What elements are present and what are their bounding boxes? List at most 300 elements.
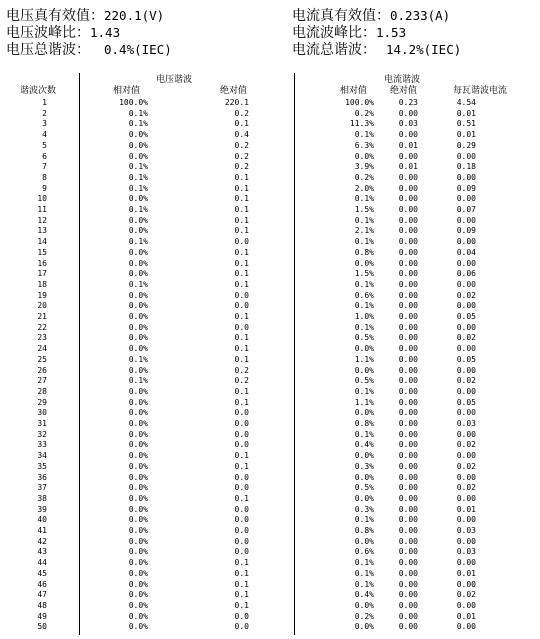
current-absolute-cell: 0.00 — [398, 130, 418, 140]
table-row — [0, 323, 540, 334]
voltage-absolute-cell: 0.0 — [234, 536, 249, 546]
voltage-relative-header: 相对值 — [113, 86, 141, 96]
harmonic-order-cell: 35 — [37, 461, 47, 471]
current-relative-cell: 0.1% — [354, 386, 374, 396]
current-absolute-cell: 0.00 — [398, 258, 418, 268]
per-watt-current-cell: 0.00 — [456, 301, 476, 311]
voltage-absolute-cell: 0.1 — [234, 194, 249, 204]
current-relative-cell: 0.1% — [354, 279, 374, 289]
current-absolute-cell: 0.00 — [398, 386, 418, 396]
voltage-relative-cell: 0.0% — [128, 526, 148, 535]
table-row — [0, 130, 540, 141]
current-relative-cell: 0.3% — [354, 504, 374, 514]
current-absolute-cell: 0.00 — [398, 237, 418, 247]
harmonic-order-cell: 19 — [37, 290, 47, 300]
harmonic-order-cell: 42 — [37, 536, 47, 546]
per-watt-current-cell: 0.00 — [456, 515, 476, 525]
voltage-relative-cell: 0.0% — [128, 130, 148, 140]
harmonic-order-cell: 1 — [42, 98, 47, 107]
per-watt-current-cell: 0.00 — [456, 258, 476, 268]
per-watt-current-cell: 0.05 — [456, 354, 476, 364]
current-relative-cell: 0.0% — [354, 365, 374, 375]
harmonic-order-cell: 39 — [37, 504, 47, 514]
current-relative-header: 相对值 — [340, 86, 368, 96]
per-watt-current-cell: 0.02 — [456, 440, 476, 450]
current-absolute-cell: 0.00 — [398, 558, 418, 568]
current-relative-cell: 0.0% — [354, 536, 374, 546]
voltage-relative-cell: 0.0% — [128, 194, 148, 204]
voltage-crest-value: 1.43 — [90, 25, 121, 40]
table-row — [0, 430, 540, 441]
current-absolute-cell: 0.00 — [398, 526, 418, 535]
harmonic-order-cell: 38 — [37, 493, 47, 503]
current-absolute-cell: 0.00 — [398, 151, 418, 161]
harmonic-order-cell: 44 — [37, 558, 47, 568]
current-absolute-cell: 0.00 — [398, 408, 418, 418]
harmonic-order-cell: 22 — [37, 322, 47, 332]
per-watt-current-cell: 0.02 — [456, 290, 476, 300]
current-relative-cell: 0.0% — [354, 493, 374, 503]
current-absolute-cell: 0.00 — [398, 568, 418, 578]
harmonic-order-cell: 24 — [37, 344, 47, 354]
voltage-absolute-cell: 0.1 — [234, 600, 249, 610]
per-watt-current-cell: 0.00 — [456, 451, 476, 461]
voltage-absolute-cell: 0.2 — [234, 140, 249, 150]
current-thd-value: 14.2%(IEC) — [386, 42, 462, 57]
current-absolute-cell: 0.00 — [398, 451, 418, 461]
harmonic-order-cell: 45 — [37, 568, 47, 578]
voltage-absolute-cell: 0.2 — [234, 151, 249, 161]
harmonic-order-cell: 21 — [37, 312, 47, 321]
table-row — [0, 216, 540, 227]
voltage-absolute-cell: 0.1 — [234, 344, 249, 354]
current-thd-line — [292, 41, 461, 59]
current-absolute-cell: 0.01 — [398, 140, 418, 150]
current-relative-cell: 0.8% — [354, 247, 374, 257]
voltage-absolute-cell: 0.0 — [234, 472, 249, 482]
current-relative-cell: 11.3% — [349, 119, 374, 129]
voltage-rms-line — [6, 7, 164, 25]
per-watt-current-cell: 0.00 — [456, 429, 476, 439]
current-relative-cell: 1.1% — [354, 397, 374, 407]
voltage-relative-cell: 0.0% — [128, 429, 148, 439]
harmonic-order-cell: 15 — [37, 247, 47, 257]
current-thd-label: 电流总谐波： — [292, 42, 376, 58]
current-relative-cell: 0.0% — [354, 600, 374, 610]
voltage-absolute-cell: 0.1 — [234, 386, 249, 396]
per-watt-current-cell: 0.00 — [456, 493, 476, 503]
table-row — [0, 237, 540, 248]
current-relative-cell: 1.1% — [354, 354, 374, 364]
per-watt-current-cell: 0.00 — [456, 172, 476, 182]
current-relative-cell: 0.1% — [354, 237, 374, 247]
current-absolute-cell: 0.00 — [398, 301, 418, 311]
voltage-harmonics-title: 电压谐波 — [156, 75, 193, 85]
current-absolute-cell: 0.00 — [398, 600, 418, 610]
current-relative-cell: 0.0% — [354, 451, 374, 461]
current-relative-cell: 1.5% — [354, 205, 374, 214]
harmonic-order-cell: 28 — [37, 386, 47, 396]
harmonic-order-cell: 14 — [37, 237, 47, 247]
harmonic-order-cell: 25 — [37, 354, 47, 364]
current-relative-cell: 0.4% — [354, 440, 374, 450]
current-relative-cell: 0.4% — [354, 590, 374, 600]
current-relative-cell: 0.8% — [354, 419, 374, 428]
voltage-relative-cell: 0.1% — [128, 172, 148, 182]
table-row — [0, 547, 540, 558]
current-relative-cell: 0.2% — [354, 172, 374, 182]
per-watt-current-cell: 0.06 — [456, 269, 476, 279]
current-absolute-cell: 0.23 — [398, 98, 418, 107]
harmonic-order-cell: 31 — [37, 419, 47, 428]
current-absolute-cell: 0.00 — [398, 515, 418, 525]
table-row — [0, 569, 540, 580]
current-absolute-cell: 0.00 — [398, 483, 418, 493]
voltage-absolute-cell: 0.0 — [234, 611, 249, 621]
voltage-absolute-cell: 0.1 — [234, 461, 249, 471]
current-absolute-cell: 0.00 — [398, 504, 418, 514]
current-relative-cell: 0.1% — [354, 322, 374, 332]
voltage-relative-cell: 0.0% — [128, 579, 148, 589]
current-absolute-cell: 0.00 — [398, 611, 418, 621]
current-relative-cell: 0.1% — [354, 579, 374, 589]
per-watt-current-cell: 4.54 — [456, 98, 476, 107]
per-watt-current-cell: 0.00 — [456, 600, 476, 610]
harmonic-order-cell: 23 — [37, 333, 47, 343]
voltage-relative-cell: 0.0% — [128, 483, 148, 493]
current-relative-cell: 0.1% — [354, 194, 374, 204]
voltage-relative-cell: 0.0% — [128, 504, 148, 514]
current-relative-cell: 1.0% — [354, 312, 374, 321]
current-rms-label: 电流真有效值： — [292, 8, 390, 24]
per-watt-current-cell: 0.00 — [456, 386, 476, 396]
voltage-relative-cell: 0.0% — [128, 290, 148, 300]
harmonic-order-header: 谐波次数 — [20, 86, 57, 96]
per-watt-current-cell: 0.03 — [456, 547, 476, 557]
table-row — [0, 184, 540, 195]
current-relative-cell: 0.1% — [354, 429, 374, 439]
table-row — [0, 312, 540, 323]
table-row — [0, 580, 540, 591]
harmonic-order-cell: 11 — [37, 205, 47, 214]
voltage-absolute-cell: 0.0 — [234, 290, 249, 300]
per-watt-current-cell: 0.01 — [456, 108, 476, 118]
current-relative-cell: 0.0% — [354, 344, 374, 354]
voltage-absolute-header: 绝对值 — [220, 86, 248, 96]
current-absolute-cell: 0.00 — [398, 419, 418, 428]
per-watt-harmonic-current-header: 每瓦谐波电流 — [453, 86, 508, 96]
current-absolute-cell: 0.01 — [398, 162, 418, 172]
harmonic-order-cell: 46 — [37, 579, 47, 589]
voltage-absolute-cell: 0.1 — [234, 119, 249, 129]
table-row — [0, 440, 540, 451]
per-watt-current-cell: 0.05 — [456, 397, 476, 407]
voltage-relative-cell: 0.0% — [128, 269, 148, 279]
per-watt-current-cell: 0.04 — [456, 247, 476, 257]
voltage-relative-cell: 0.1% — [128, 354, 148, 364]
current-relative-cell: 0.0% — [354, 622, 374, 632]
harmonic-order-cell: 17 — [37, 269, 47, 279]
voltage-rms-label: 电压真有效值： — [6, 8, 104, 24]
current-absolute-cell: 0.00 — [398, 579, 418, 589]
table-row — [0, 526, 540, 537]
harmonic-order-cell: 40 — [37, 515, 47, 525]
current-absolute-cell: 0.00 — [398, 397, 418, 407]
voltage-absolute-cell: 0.1 — [234, 205, 249, 214]
per-watt-current-cell: 0.02 — [456, 461, 476, 471]
voltage-relative-cell: 0.0% — [128, 386, 148, 396]
voltage-relative-cell: 0.0% — [128, 258, 148, 268]
voltage-absolute-cell: 0.1 — [234, 558, 249, 568]
voltage-absolute-cell: 0.0 — [234, 301, 249, 311]
voltage-absolute-cell: 0.1 — [234, 451, 249, 461]
current-absolute-cell: 0.00 — [398, 536, 418, 546]
per-watt-current-cell: 0.00 — [456, 365, 476, 375]
voltage-relative-cell: 0.0% — [128, 140, 148, 150]
harmonic-order-cell: 12 — [37, 215, 47, 225]
harmonic-order-cell: 10 — [37, 194, 47, 204]
current-absolute-cell: 0.00 — [398, 108, 418, 118]
voltage-relative-cell: 0.0% — [128, 536, 148, 546]
current-absolute-header: 绝对值 — [390, 86, 418, 96]
table-row — [0, 376, 540, 387]
table-row — [0, 152, 540, 163]
current-relative-cell: 0.5% — [354, 376, 374, 386]
table-row — [0, 387, 540, 398]
voltage-absolute-cell: 0.0 — [234, 515, 249, 525]
voltage-relative-cell: 0.0% — [128, 419, 148, 428]
voltage-relative-cell: 0.0% — [128, 408, 148, 418]
per-watt-current-cell: 0.02 — [456, 333, 476, 343]
voltage-relative-cell: 0.0% — [128, 547, 148, 557]
voltage-absolute-cell: 0.0 — [234, 440, 249, 450]
voltage-relative-cell: 0.0% — [128, 247, 148, 257]
current-absolute-cell: 0.00 — [398, 365, 418, 375]
table-row — [0, 226, 540, 237]
voltage-relative-cell: 0.0% — [128, 440, 148, 450]
table-row — [0, 259, 540, 270]
per-watt-current-cell: 0.05 — [456, 312, 476, 321]
voltage-relative-cell: 0.0% — [128, 461, 148, 471]
voltage-absolute-cell: 0.1 — [234, 579, 249, 589]
current-absolute-cell: 0.00 — [398, 247, 418, 257]
harmonic-order-cell: 4 — [42, 130, 47, 140]
voltage-rms-value: 220.1(V) — [104, 8, 165, 23]
table-row — [0, 612, 540, 623]
current-absolute-cell: 0.00 — [398, 322, 418, 332]
voltage-relative-cell: 0.0% — [128, 600, 148, 610]
table-row — [0, 505, 540, 516]
current-relative-cell: 0.1% — [354, 215, 374, 225]
voltage-absolute-cell: 0.0 — [234, 622, 249, 632]
per-watt-current-cell: 0.51 — [456, 119, 476, 129]
voltage-relative-cell: 0.0% — [128, 397, 148, 407]
table-row — [0, 590, 540, 601]
current-absolute-cell: 0.00 — [398, 493, 418, 503]
current-absolute-cell: 0.00 — [398, 205, 418, 214]
voltage-absolute-cell: 0.1 — [234, 226, 249, 236]
table-row — [0, 269, 540, 280]
voltage-crest-label: 电压波峰比： — [6, 25, 90, 41]
current-relative-cell: 0.0% — [354, 151, 374, 161]
voltage-absolute-cell: 0.0 — [234, 526, 249, 535]
table-row — [0, 601, 540, 612]
current-relative-cell: 3.9% — [354, 162, 374, 172]
current-absolute-cell: 0.00 — [398, 622, 418, 632]
table-row — [0, 109, 540, 120]
harmonic-order-cell: 6 — [42, 151, 47, 161]
table-row — [0, 173, 540, 184]
current-relative-cell: 0.2% — [354, 108, 374, 118]
harmonic-order-cell: 7 — [42, 162, 47, 172]
current-relative-cell: 0.2% — [354, 611, 374, 621]
table-row — [0, 194, 540, 205]
voltage-relative-cell: 0.1% — [128, 279, 148, 289]
current-absolute-cell: 0.00 — [398, 172, 418, 182]
harmonic-order-cell: 20 — [37, 301, 47, 311]
current-relative-cell: 0.1% — [354, 130, 374, 140]
voltage-absolute-cell: 0.1 — [234, 269, 249, 279]
voltage-relative-cell: 0.0% — [128, 611, 148, 621]
voltage-relative-cell: 0.0% — [128, 322, 148, 332]
table-row — [0, 301, 540, 312]
per-watt-current-cell: 0.01 — [456, 504, 476, 514]
voltage-absolute-cell: 0.1 — [234, 172, 249, 182]
harmonic-order-cell: 50 — [37, 622, 47, 632]
current-absolute-cell: 0.00 — [398, 461, 418, 471]
table-row — [0, 398, 540, 409]
harmonic-order-cell: 18 — [37, 279, 47, 289]
voltage-relative-cell: 0.1% — [128, 162, 148, 172]
table-row — [0, 419, 540, 430]
voltage-absolute-cell: 0.1 — [234, 183, 249, 193]
current-absolute-cell: 0.00 — [398, 312, 418, 321]
current-relative-cell: 0.1% — [354, 568, 374, 578]
table-row — [0, 494, 540, 505]
voltage-relative-cell: 0.0% — [128, 515, 148, 525]
harmonic-order-cell: 32 — [37, 429, 47, 439]
current-relative-cell: 0.0% — [354, 258, 374, 268]
current-absolute-cell: 0.00 — [398, 440, 418, 450]
voltage-absolute-cell: 0.1 — [234, 354, 249, 364]
voltage-relative-cell: 0.1% — [128, 119, 148, 129]
voltage-relative-cell: 0.0% — [128, 590, 148, 600]
voltage-absolute-cell: 0.1 — [234, 493, 249, 503]
current-relative-cell: 6.3% — [354, 140, 374, 150]
harmonic-order-cell: 36 — [37, 472, 47, 482]
current-relative-cell: 0.1% — [354, 558, 374, 568]
current-absolute-cell: 0.00 — [398, 472, 418, 482]
harmonic-order-cell: 16 — [37, 258, 47, 268]
voltage-absolute-cell: 0.2 — [234, 365, 249, 375]
current-rms-value: 0.233(A) — [390, 8, 451, 23]
current-absolute-cell: 0.00 — [398, 590, 418, 600]
voltage-absolute-cell: 0.0 — [234, 408, 249, 418]
voltage-absolute-cell: 0.1 — [234, 312, 249, 321]
voltage-absolute-cell: 0.1 — [234, 215, 249, 225]
per-watt-current-cell: 0.01 — [456, 130, 476, 140]
harmonic-order-cell: 26 — [37, 365, 47, 375]
per-watt-current-cell: 0.02 — [456, 483, 476, 493]
current-relative-cell: 0.5% — [354, 483, 374, 493]
voltage-absolute-cell: 220.1 — [224, 98, 249, 107]
per-watt-current-cell: 0.00 — [456, 194, 476, 204]
voltage-absolute-cell: 0.1 — [234, 279, 249, 289]
current-relative-cell: 0.8% — [354, 526, 374, 535]
voltage-relative-cell: 0.0% — [128, 558, 148, 568]
per-watt-current-cell: 0.02 — [456, 590, 476, 600]
current-absolute-cell: 0.00 — [398, 194, 418, 204]
voltage-absolute-cell: 0.4 — [234, 130, 249, 140]
voltage-relative-cell: 0.0% — [128, 333, 148, 343]
voltage-crest-line — [6, 24, 120, 42]
table-row — [0, 451, 540, 462]
voltage-absolute-cell: 0.0 — [234, 419, 249, 428]
current-crest-value: 1.53 — [376, 25, 407, 40]
table-row — [0, 205, 540, 216]
voltage-relative-cell: 0.1% — [128, 183, 148, 193]
voltage-absolute-cell: 0.2 — [234, 108, 249, 118]
table-row — [0, 119, 540, 130]
harmonic-order-cell: 2 — [42, 108, 47, 118]
current-crest-label: 电流波峰比： — [292, 25, 376, 41]
voltage-relative-cell: 0.0% — [128, 151, 148, 161]
voltage-thd-label: 电压总谐波： — [6, 42, 90, 58]
table-row — [0, 141, 540, 152]
table-row — [0, 473, 540, 484]
harmonic-order-cell: 29 — [37, 397, 47, 407]
harmonic-order-cell: 48 — [37, 600, 47, 610]
per-watt-current-cell: 0.00 — [456, 344, 476, 354]
voltage-relative-cell: 0.0% — [128, 226, 148, 236]
table-row — [0, 537, 540, 548]
voltage-relative-cell: 0.0% — [128, 365, 148, 375]
per-watt-current-cell: 0.00 — [456, 408, 476, 418]
table-row — [0, 355, 540, 366]
table-row — [0, 622, 540, 633]
current-relative-cell: 1.5% — [354, 269, 374, 279]
current-absolute-cell: 0.00 — [398, 344, 418, 354]
voltage-thd-value: 0.4%(IEC) — [104, 42, 172, 57]
voltage-relative-cell: 0.0% — [128, 344, 148, 354]
current-relative-cell: 0.6% — [354, 290, 374, 300]
current-relative-cell: 2.1% — [354, 226, 374, 236]
voltage-relative-cell: 0.1% — [128, 237, 148, 247]
per-watt-current-cell: 0.03 — [456, 419, 476, 428]
current-absolute-cell: 0.00 — [398, 333, 418, 343]
current-relative-cell: 0.5% — [354, 333, 374, 343]
current-relative-cell: 0.1% — [354, 301, 374, 311]
table-row — [0, 366, 540, 377]
table-row — [0, 515, 540, 526]
voltage-absolute-cell: 0.2 — [234, 376, 249, 386]
harmonic-order-cell: 34 — [37, 451, 47, 461]
voltage-absolute-cell: 0.1 — [234, 397, 249, 407]
per-watt-current-cell: 0.00 — [456, 322, 476, 332]
current-relative-cell: 0.1% — [354, 515, 374, 525]
current-absolute-cell: 0.00 — [398, 183, 418, 193]
voltage-relative-cell: 0.0% — [128, 215, 148, 225]
voltage-relative-cell: 0.1% — [128, 108, 148, 118]
current-absolute-cell: 0.00 — [398, 290, 418, 300]
current-relative-cell: 100.0% — [345, 98, 374, 107]
table-row — [0, 483, 540, 494]
per-watt-current-cell: 0.00 — [456, 622, 476, 632]
voltage-absolute-cell: 0.0 — [234, 237, 249, 247]
voltage-relative-cell: 0.0% — [128, 622, 148, 632]
current-relative-cell: 0.0% — [354, 472, 374, 482]
per-watt-current-cell: 0.00 — [456, 536, 476, 546]
